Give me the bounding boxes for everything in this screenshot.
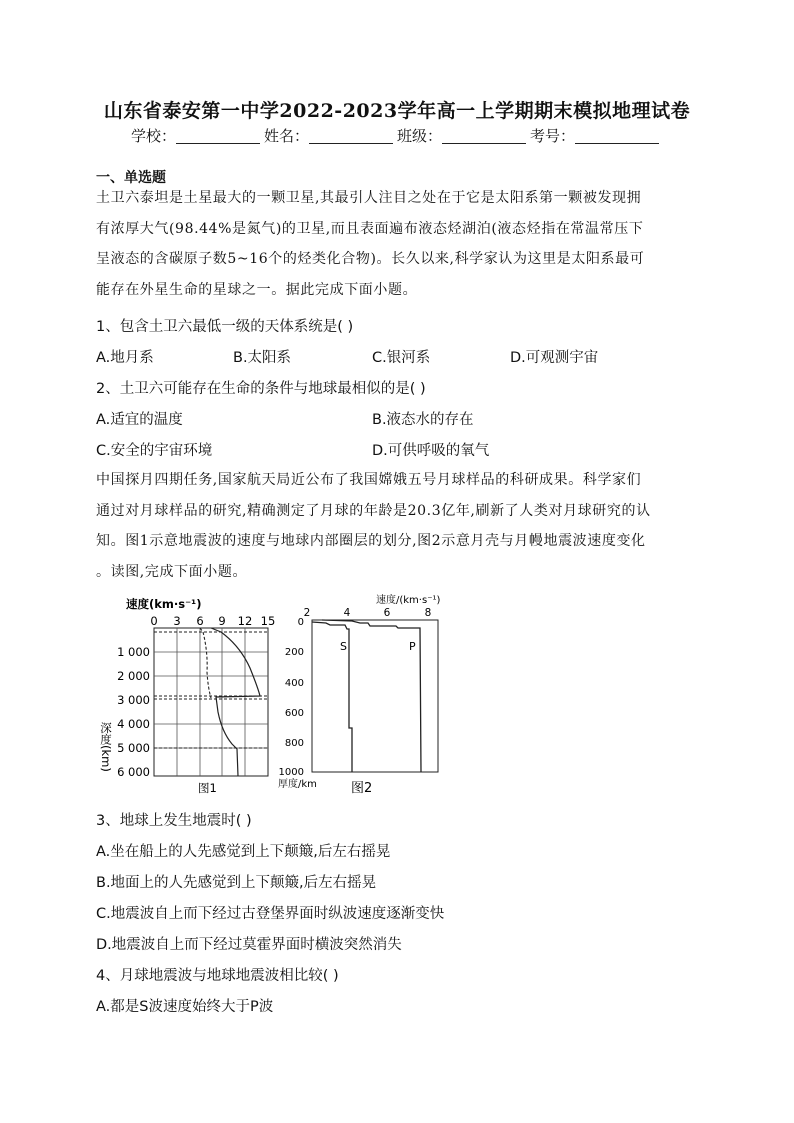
figure-2-caption: 图2 xyxy=(351,781,373,796)
figure-2-y-tick: 400 xyxy=(284,678,304,689)
figure-2-y-tick: 1000 xyxy=(278,767,304,778)
figure-1-x-ticks xyxy=(150,614,275,628)
figure-1-x-tick: 12 xyxy=(237,614,253,628)
figure-1-boundaries xyxy=(154,632,268,748)
student-info-line xyxy=(0,125,794,146)
name-blank[interactable] xyxy=(309,129,393,144)
figure-1-y-tick: 6 000 xyxy=(117,765,150,779)
question-2-stem: 2、土卫六可能存在生命的条件与地球最相似的是( ) xyxy=(96,381,426,397)
number-blank[interactable] xyxy=(575,129,659,144)
q3-option-a[interactable]: A.坐在船上的人先感觉到上下颠簸,后左右摇晃 xyxy=(96,844,391,860)
figure-1-grid xyxy=(154,628,268,776)
figure-1 xyxy=(99,597,275,795)
q1-option-a[interactable]: A.地月系 xyxy=(96,350,154,366)
school-blank[interactable] xyxy=(176,129,260,144)
figure-2-x-tick: 8 xyxy=(424,607,432,619)
passage-line: 通过对月球样品的研究,精确测定了月球的年龄是20.3亿年,刷新了人类对月球研究的认 xyxy=(96,502,651,519)
q2-option-a[interactable]: A.适宜的温度 xyxy=(96,412,183,428)
passage-line: 土卫六泰坦是土星最大的一颗卫星,其最引人注目之处在于它是太阳系第一颗被发现拥 xyxy=(96,190,642,206)
figure-1-x-tick: 15 xyxy=(260,614,276,628)
figure-2-y-label: 厚度/km xyxy=(278,779,317,790)
figure-1-y-ticks xyxy=(117,645,150,779)
figure-1-frame xyxy=(154,628,268,776)
figure-2-x-tick: 6 xyxy=(383,607,391,619)
school-label: 学校： xyxy=(130,127,176,145)
figure-2-x-tick: 2 xyxy=(303,607,311,619)
figure-2-s-label: S xyxy=(340,640,347,653)
figure-1-y-tick: 4 000 xyxy=(117,717,150,731)
figure-1-x-tick: 6 xyxy=(196,614,204,628)
figure-1-y-tick: 3 000 xyxy=(117,693,150,707)
figure-2-x-tick: 4 xyxy=(343,607,351,619)
q3-option-c[interactable]: C.地震波自上而下经过古登堡界面时纵波速度逐渐变快 xyxy=(96,906,445,922)
figure-1-axis-title: 速度(km·s⁻¹) xyxy=(126,597,202,611)
q3-option-b[interactable]: B.地面上的人先感觉到上下颠簸,后左右摇晃 xyxy=(96,875,377,891)
figure-1-y-tick: 2 000 xyxy=(117,669,150,683)
figure-2-x-ticks xyxy=(304,607,432,619)
passage-line: 呈液态的含碳原子数5~16个的烃类化合物)。长久以来,科学家认为这里是太阳系最可 xyxy=(96,251,645,267)
class-label: 班级： xyxy=(397,127,443,145)
figure-2-y-ticks xyxy=(279,617,304,778)
exam-title: 山东省泰安第一中学2022-2023学年高一上学期期末模拟地理试卷 xyxy=(103,100,691,122)
passage-line: 中国探月四期任务,国家航天局近公布了我国嫦娥五号月球样品的科研成果。科学家们 xyxy=(96,472,642,488)
question-4-stem: 4、月球地震波与地球地震波相比较( ) xyxy=(96,968,339,984)
figure-1-caption: 图1 xyxy=(198,781,217,795)
figure-2-y-tick: 600 xyxy=(284,708,304,719)
figure-2-y-tick: 200 xyxy=(284,647,304,658)
figure-1-s-wave xyxy=(200,628,211,698)
figure-2-y-tick: 0 xyxy=(297,617,304,628)
figure-1-x-tick: 3 xyxy=(173,614,181,628)
q3-option-d[interactable]: D.地震波自上而下经过莫霍界面时横波突然消失 xyxy=(96,937,402,953)
question-1-stem: 1、包含土卫六最低一级的天体系统是( ) xyxy=(96,319,354,335)
q1-option-d[interactable]: D.可观测宇宙 xyxy=(510,350,599,366)
number-label: 考号： xyxy=(530,127,576,145)
passage-line: 能存在外星生命的星球之一。据此完成下面小题。 xyxy=(96,281,418,298)
figure-2-frame xyxy=(312,620,438,772)
figure-1-x-tick: 0 xyxy=(150,614,158,628)
figure-1-p-wave xyxy=(211,628,260,776)
figure-2-p-label: P xyxy=(409,640,416,653)
passage-line: 。读图,完成下面小题。 xyxy=(96,563,248,580)
figure-1-y-label: 深度(km) xyxy=(99,722,113,772)
q2-option-b[interactable]: B.液态水的存在 xyxy=(372,412,474,428)
name-label: 姓名： xyxy=(263,127,309,145)
question-3-stem: 3、地球上发生地震时( ) xyxy=(96,813,252,829)
q2-option-c[interactable]: C.安全的宇宙环境 xyxy=(96,443,213,459)
q2-option-d[interactable]: D.可供呼吸的氧气 xyxy=(372,443,490,459)
q1-option-b[interactable]: B.太阳系 xyxy=(233,350,292,366)
class-blank[interactable] xyxy=(442,129,526,144)
seismic-figures xyxy=(90,592,450,802)
figure-1-x-tick: 9 xyxy=(218,614,226,628)
passage-titan xyxy=(96,183,700,305)
figure-2-axis-title: 速度/(km·s⁻¹) xyxy=(376,595,441,606)
figure-2 xyxy=(278,593,440,796)
section-heading: 一、单选题 xyxy=(96,170,166,186)
figure-1-y-tick: 5 000 xyxy=(117,741,150,755)
figure-1-y-tick: 1 000 xyxy=(117,645,150,659)
q4-option-a[interactable]: A.都是S波速度始终大于P波 xyxy=(96,999,274,1015)
figure-2-y-tick: 800 xyxy=(284,738,304,749)
passage-line: 有浓厚大气(98.44%是氮气)的卫星,而且表面遍布液态烃湖泊(液态烃指在常温常压下 xyxy=(96,220,644,237)
figure-2-p-wave xyxy=(322,620,421,772)
passage-line: 知。图1示意地震波的速度与地球内部圈层的划分,图2示意月壳与月幔地震波速度变化 xyxy=(96,533,646,549)
q1-option-c[interactable]: C.银河系 xyxy=(372,350,431,366)
passage-moon xyxy=(96,465,700,587)
